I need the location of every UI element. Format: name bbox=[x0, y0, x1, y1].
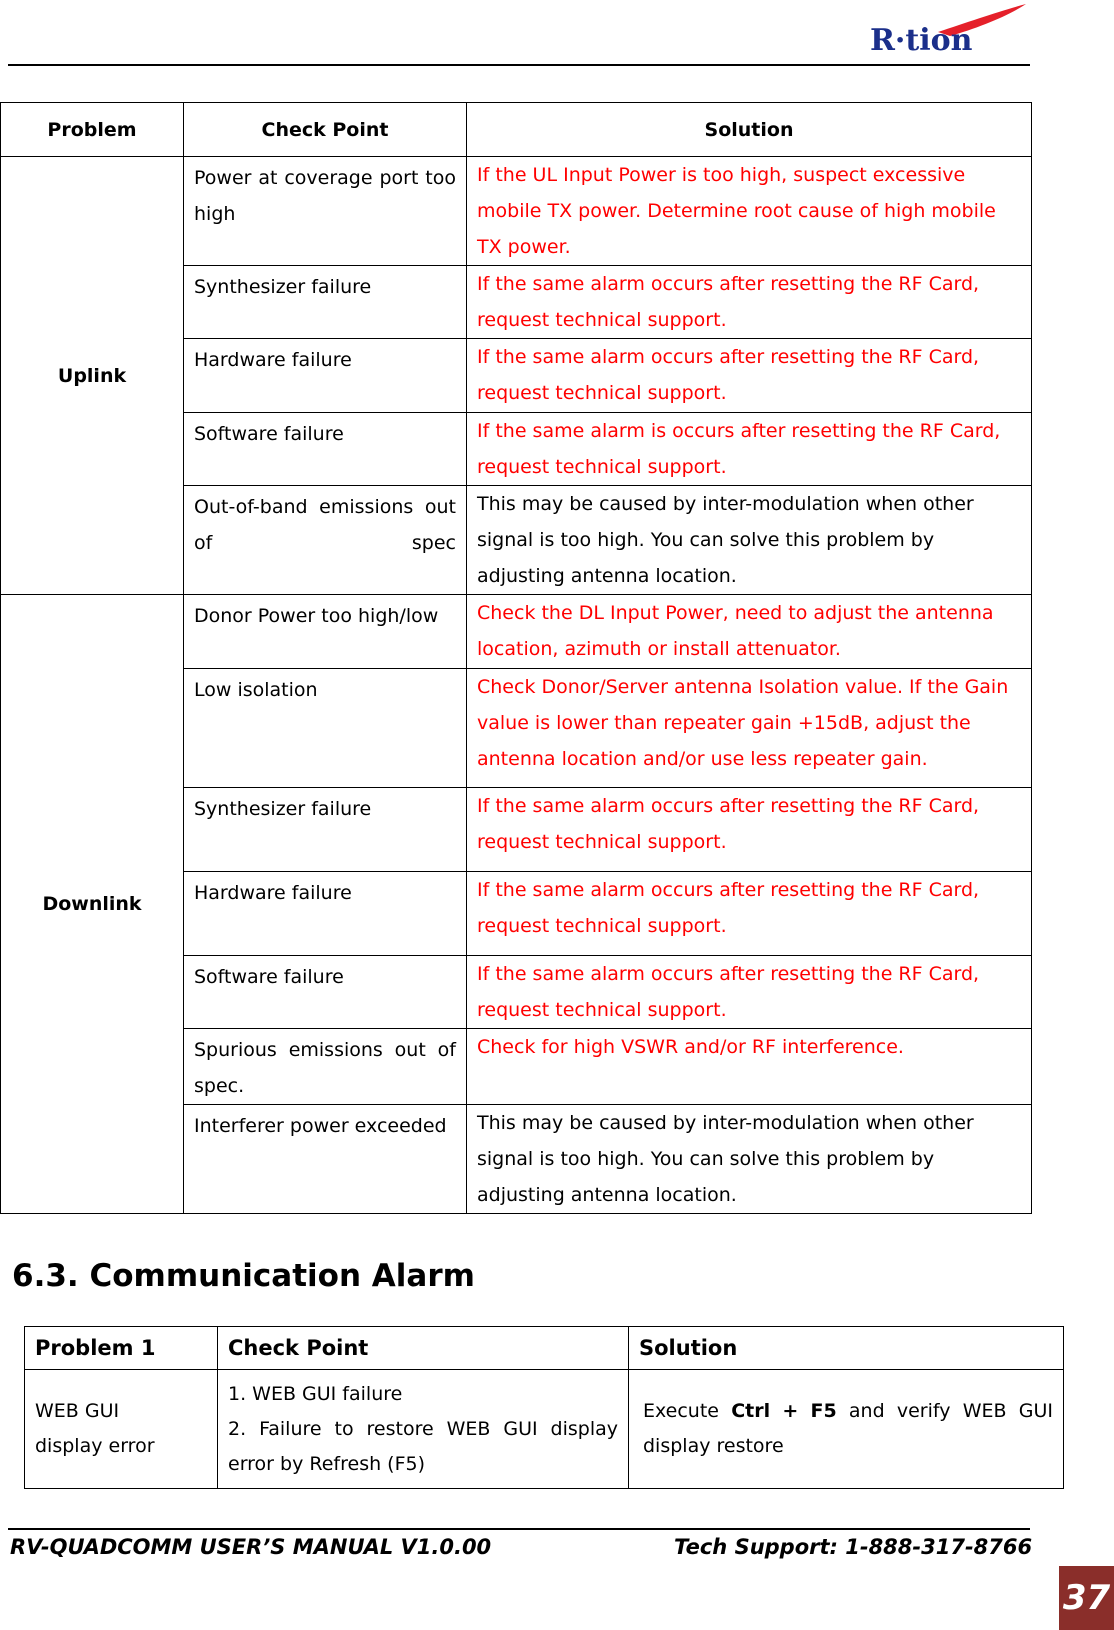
solution-cell: If the same alarm occurs after resetting the RF Card, request technical support. bbox=[467, 266, 1032, 339]
communication-alarm-table bbox=[24, 1326, 1064, 1489]
footer-tech-support: Tech Support: 1-888-317-8766 bbox=[674, 1535, 1033, 1559]
header-check-point: Check Point bbox=[184, 103, 467, 157]
check-point-cell: Out-of-band emissions out of spec bbox=[184, 486, 467, 595]
solution-cell: Check for high VSWR and/or RF interference. bbox=[467, 1029, 1032, 1105]
section-title: 6.3. Communication Alarm bbox=[12, 1258, 475, 1294]
check-point-line-1: 1. WEB GUI failure bbox=[228, 1382, 403, 1405]
table-row bbox=[1, 157, 1032, 266]
header-solution: Solution bbox=[467, 103, 1032, 157]
solution-cell: If the UL Input Power is too high, suspect excessive mobile TX power. Determine root cause of high mobile TX power. bbox=[467, 157, 1032, 266]
table-row bbox=[25, 1370, 1064, 1489]
problem-cell: WEB GUI display error bbox=[25, 1370, 218, 1489]
table-header-row bbox=[25, 1327, 1064, 1370]
footer-manual-title: RV-QUADCOMM USER’S MANUAL V1.0.00 bbox=[10, 1535, 492, 1559]
check-point-line-2: 2. Failure to restore WEB GUI display error by Refresh (F5) bbox=[228, 1417, 618, 1475]
troubleshooting-table bbox=[0, 102, 1032, 1214]
header-rule bbox=[8, 64, 1030, 66]
solution-text-pre: Execute bbox=[643, 1400, 719, 1422]
check-point-cell: Donor Power too high/low bbox=[184, 595, 467, 669]
solution-cell: Check the DL Input Power, need to adjust the antenna location, azimuth or install attenuator. bbox=[467, 595, 1032, 669]
footer-rule bbox=[8, 1528, 1030, 1530]
solution-cell: This may be caused by inter-modulation when other signal is too high. You can solve this problem by adjusting antenna location. bbox=[467, 486, 1032, 595]
solution-text-post: and verify WEB GUI display restore bbox=[643, 1400, 1053, 1457]
header-solution: Solution bbox=[629, 1327, 1064, 1370]
downlink-group-label: Downlink bbox=[1, 595, 184, 1214]
check-point-cell: Spurious emissions out of spec. bbox=[184, 1029, 467, 1105]
solution-cell: Check Donor/Server antenna Isolation value. If the Gain value is lower than repeater gain +15dB, adjust the antenna location and/or use less repeater gain. bbox=[467, 669, 1032, 788]
uplink-group-label: Uplink bbox=[1, 157, 184, 595]
key-plus: + bbox=[782, 1400, 799, 1422]
solution-cell: If the same alarm occurs after resetting the RF Card, request technical support. bbox=[467, 872, 1032, 956]
check-point-cell: Hardware failure bbox=[184, 872, 467, 956]
solution-cell: If the same alarm occurs after resetting the RF Card, request technical support. bbox=[467, 788, 1032, 872]
check-point-cell bbox=[218, 1370, 629, 1489]
logo-text: R·tion bbox=[870, 23, 973, 58]
key-f5: F5 bbox=[810, 1400, 837, 1422]
check-point-cell: Software failure bbox=[184, 956, 467, 1029]
page-number: 37 bbox=[1059, 1566, 1114, 1630]
check-point-cell: Hardware failure bbox=[184, 339, 467, 413]
solution-cell: If the same alarm is occurs after resetting the RF Card, request technical support. bbox=[467, 413, 1032, 486]
check-point-cell: Low isolation bbox=[184, 669, 467, 788]
solution-cell: If the same alarm occurs after resetting the RF Card, request technical support. bbox=[467, 339, 1032, 413]
check-point-cell: Interferer power exceeded bbox=[184, 1105, 467, 1214]
check-point-cell: Synthesizer failure bbox=[184, 266, 467, 339]
check-point-cell: Synthesizer failure bbox=[184, 788, 467, 872]
key-ctrl: Ctrl bbox=[731, 1400, 771, 1422]
table-row bbox=[1, 595, 1032, 669]
solution-cell: If the same alarm occurs after resetting the RF Card, request technical support. bbox=[467, 956, 1032, 1029]
table-header-row bbox=[1, 103, 1032, 157]
rtion-logo bbox=[868, 2, 1028, 58]
check-point-cell: Software failure bbox=[184, 413, 467, 486]
check-point-cell: Power at coverage port too high bbox=[184, 157, 467, 266]
header-problem-1: Problem 1 bbox=[25, 1327, 218, 1370]
header-problem: Problem bbox=[1, 103, 184, 157]
solution-cell: This may be caused by inter-modulation when other signal is too high. You can solve this problem by adjusting antenna location. bbox=[467, 1105, 1032, 1214]
header-check-point: Check Point bbox=[218, 1327, 629, 1370]
solution-cell bbox=[629, 1370, 1064, 1489]
